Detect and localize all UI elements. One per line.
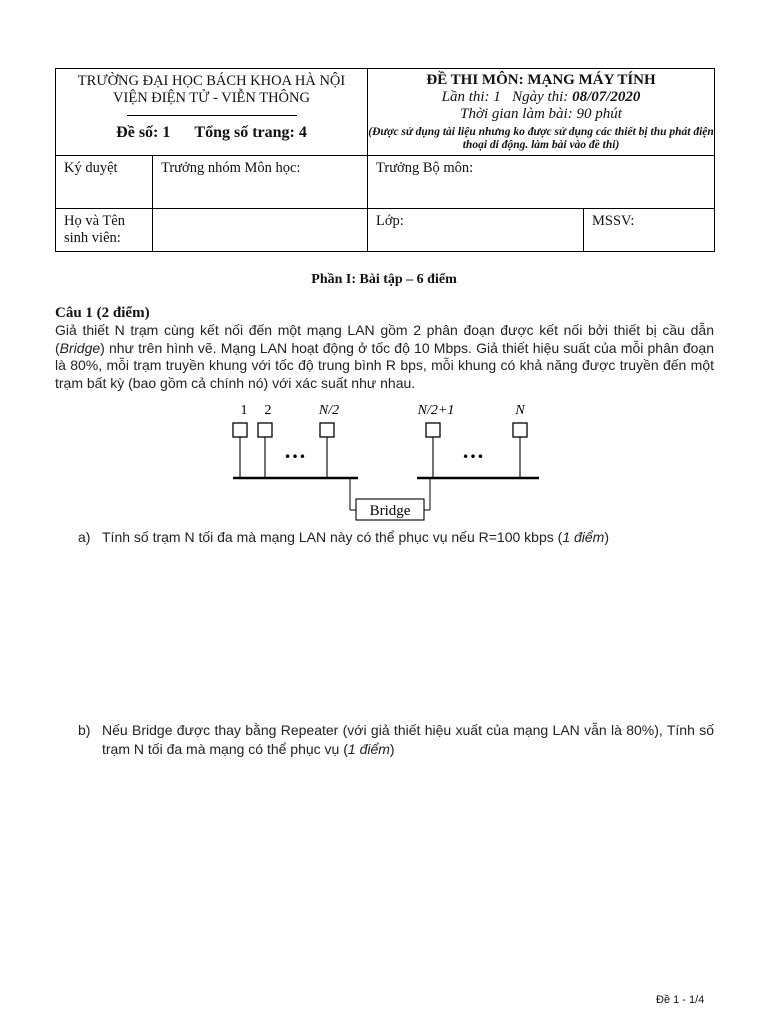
station-box-n-half bbox=[320, 423, 334, 437]
question-1b-text: Nếu Bridge được thay bằng Repeater (với giả thiết hiệu xuất của mạng LAN vẫn là 80%), Tính số trạm N tối đa mà mạng có thể phục vụ ( bbox=[102, 722, 714, 757]
school-name: TRƯỜNG ĐẠI HỌC BÁCH KHOA HÀ NỘI bbox=[77, 73, 346, 89]
station-label-n-half: N/2 bbox=[318, 403, 340, 418]
station-box-n bbox=[513, 423, 527, 437]
student-name-label: Họ và Tên sinh viên: bbox=[64, 213, 125, 246]
ellipsis-left: … bbox=[284, 438, 306, 463]
exam-date-label: Ngày thi: bbox=[512, 89, 569, 105]
exam-header-table bbox=[55, 68, 715, 252]
question-1-body bbox=[55, 322, 714, 392]
station-label-n-half-plus-1: N/2+1 bbox=[417, 403, 455, 418]
group-leader-label: Trưởng nhóm Môn học: bbox=[161, 160, 301, 176]
ellipsis-right: … bbox=[462, 438, 484, 463]
station-label-1: 1 bbox=[240, 403, 248, 418]
exam-note: (Được sử dụng tài liệu nhưng ko được sử dụng các thiết bị thu phát điện thoại di động. làm bài vào đề thi) bbox=[368, 126, 714, 151]
page-footer: Đề 1 - 1/4 bbox=[656, 994, 705, 1006]
question-1b bbox=[78, 721, 714, 763]
station-label-n: N bbox=[515, 403, 525, 418]
station-box-2 bbox=[258, 423, 272, 437]
exam-info-cell bbox=[368, 69, 715, 156]
exam-title: ĐỀ THI MÔN: MẠNG MÁY TÍNH bbox=[426, 72, 656, 88]
student-name-field[interactable] bbox=[153, 209, 368, 252]
question-1a-points: 1 điểm bbox=[562, 529, 605, 545]
question-1b-close: ) bbox=[389, 741, 395, 757]
question-1a-label: a) bbox=[78, 529, 91, 545]
question-1-text-a: Giả thiết N trạm cùng kết nối đến một mạng LAN gồm 2 phân đoạn được kết nối bởi thiết bị cầu dẫn ( bbox=[55, 322, 714, 356]
attempt: Lần thi: 1 bbox=[441, 89, 501, 105]
student-id-label: MSSV: bbox=[592, 213, 635, 229]
lan-bridge-diagram bbox=[225, 398, 565, 524]
question-1-bridge-term: Bridge bbox=[59, 339, 101, 356]
station-label-2: 2 bbox=[264, 403, 272, 418]
class-label: Lớp: bbox=[376, 213, 404, 229]
question-1b-label: b) bbox=[78, 722, 91, 738]
total-pages: Tổng số trang: 4 bbox=[194, 124, 307, 141]
bridge-label: Bridge bbox=[369, 503, 411, 519]
station-box-1 bbox=[233, 423, 247, 437]
exam-duration: Thời gian làm bài: 90 phút bbox=[460, 106, 622, 122]
institute-name: VIỆN ĐIỆN TỬ - VIỄN THÔNG bbox=[113, 90, 310, 106]
exam-date: 08/07/2020 bbox=[572, 89, 641, 105]
question-1a-text: Tính số trạm N tối đa mà mạng LAN này có thể phục vụ nếu R=100 kbps ( bbox=[102, 529, 563, 545]
question-1b-points: 1 điểm bbox=[347, 741, 390, 757]
question-1a-close: ) bbox=[604, 529, 610, 545]
question-1-text-b: ) như trên hình vẽ. Mạng LAN hoạt động ở tốc độ 10 Mbps. Giả thiết hiệu suất của mỗi phân đoạn là 80%, mỗi trạm truyền khung với tốc độ trung bình R bps, mỗi khung có khả năng được truyền đến một trạm bất kỳ (bao gồm cả chính nó) với xác suất như nhau. bbox=[55, 339, 714, 391]
question-1-title: Câu 1 (2 điểm) bbox=[55, 305, 150, 321]
section-title: Phần I: Bài tập – 6 điểm bbox=[311, 272, 457, 287]
exam-code: Đề số: 1 bbox=[116, 124, 171, 141]
school-cell bbox=[56, 69, 368, 156]
station-box-n-half-plus-1 bbox=[426, 423, 440, 437]
school-underline bbox=[127, 115, 297, 116]
question-1a bbox=[78, 528, 714, 550]
approval-label: Ký duyệt bbox=[64, 160, 118, 176]
dept-head-label: Trưởng Bộ môn: bbox=[376, 160, 474, 176]
